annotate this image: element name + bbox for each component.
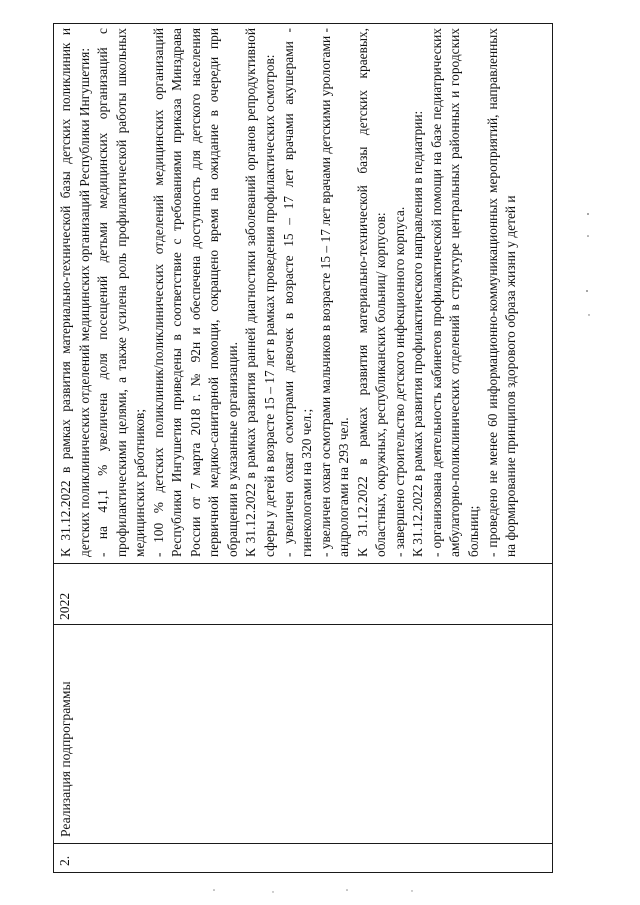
paragraph: К 31.12.2022 в рамках развития ранней диагностики заболеваний органов репродуктивной сферы у детей в возрасте 15 – 17 лет в рамках проведения профилактических осмотров:	[243, 28, 278, 557]
scan-speck	[272, 891, 273, 892]
paragraph: - увеличен охват осмотрами мальчиков в возрасте 15 – 17 лет врачами детскими урологами - андрологами на 293 чел.	[317, 28, 352, 557]
year-value: 2022	[57, 592, 72, 620]
scan-speck	[586, 290, 588, 292]
paragraph: - увеличен охват осмотрами девочек в возрасте 15 – 17 лет врачами акушерами - гинекологами на 320 чел.;	[280, 28, 315, 557]
scan-speck	[213, 889, 215, 891]
paragraph: К 31.12.2022 в рамках развития профилактического направления в педиатрии:	[410, 110, 426, 557]
table-row	[54, 24, 553, 873]
event-name: Реализация подпрограммы	[58, 681, 73, 837]
program-table	[53, 23, 553, 873]
result-description-cell	[54, 24, 553, 564]
paragraph: - завершено строительство детского инфекционного корпуса.	[391, 206, 407, 557]
rotated-page-content	[53, 28, 553, 873]
scan-speck	[587, 213, 589, 215]
paragraph: К 31.12.2022 в рамках развития материально-технической базы детских поликлиник и детских поликлинических отделений медицинских организаций Республики Ингушетия:	[58, 28, 92, 557]
scan-speck	[346, 889, 348, 891]
paragraph: - организована деятельность кабинетов профилактической помощи на базе педиатрических амбулаторно-поликлинических отделений в структуре центральных районных и городских больниц;	[428, 28, 482, 557]
scan-speck	[588, 314, 589, 315]
event-name-cell	[54, 625, 553, 844]
scan-speck	[411, 890, 412, 891]
row-number-cell	[54, 844, 553, 873]
year-cell	[54, 564, 553, 625]
paragraph: - на 41,1 % увеличена доля посещений детьми медицинских организаций с профилактическими целями, а также усилена роль профилактической работы школьных медицинских работников;	[95, 28, 148, 557]
result-description	[54, 24, 521, 563]
paragraph: - 100 % детских поликлиник/поликлинических отделений медицинских организаций Республики Ингушетия приведены в соответствие с требованиями приказа Минздрава России от 7 марта 2018 г. № 92н и обеспечена доступность для детского населения первичной медико-санитарной помощи, сокращено время на ожидание в очереди при обращении в указанные организации.	[150, 28, 240, 557]
row-number: 2.	[57, 855, 72, 866]
paragraph: К 31.12.2022 в рамках развития материально-технической базы детских краевых, областных, окружных, республиканских больниц/ корпусов:	[354, 28, 389, 557]
paragraph: - проведено не менее 60 информационно-коммуникационных мероприятий, направленных на формирование принципов здорового образа жизни у детей и	[484, 28, 519, 557]
scan-speck	[587, 235, 589, 237]
